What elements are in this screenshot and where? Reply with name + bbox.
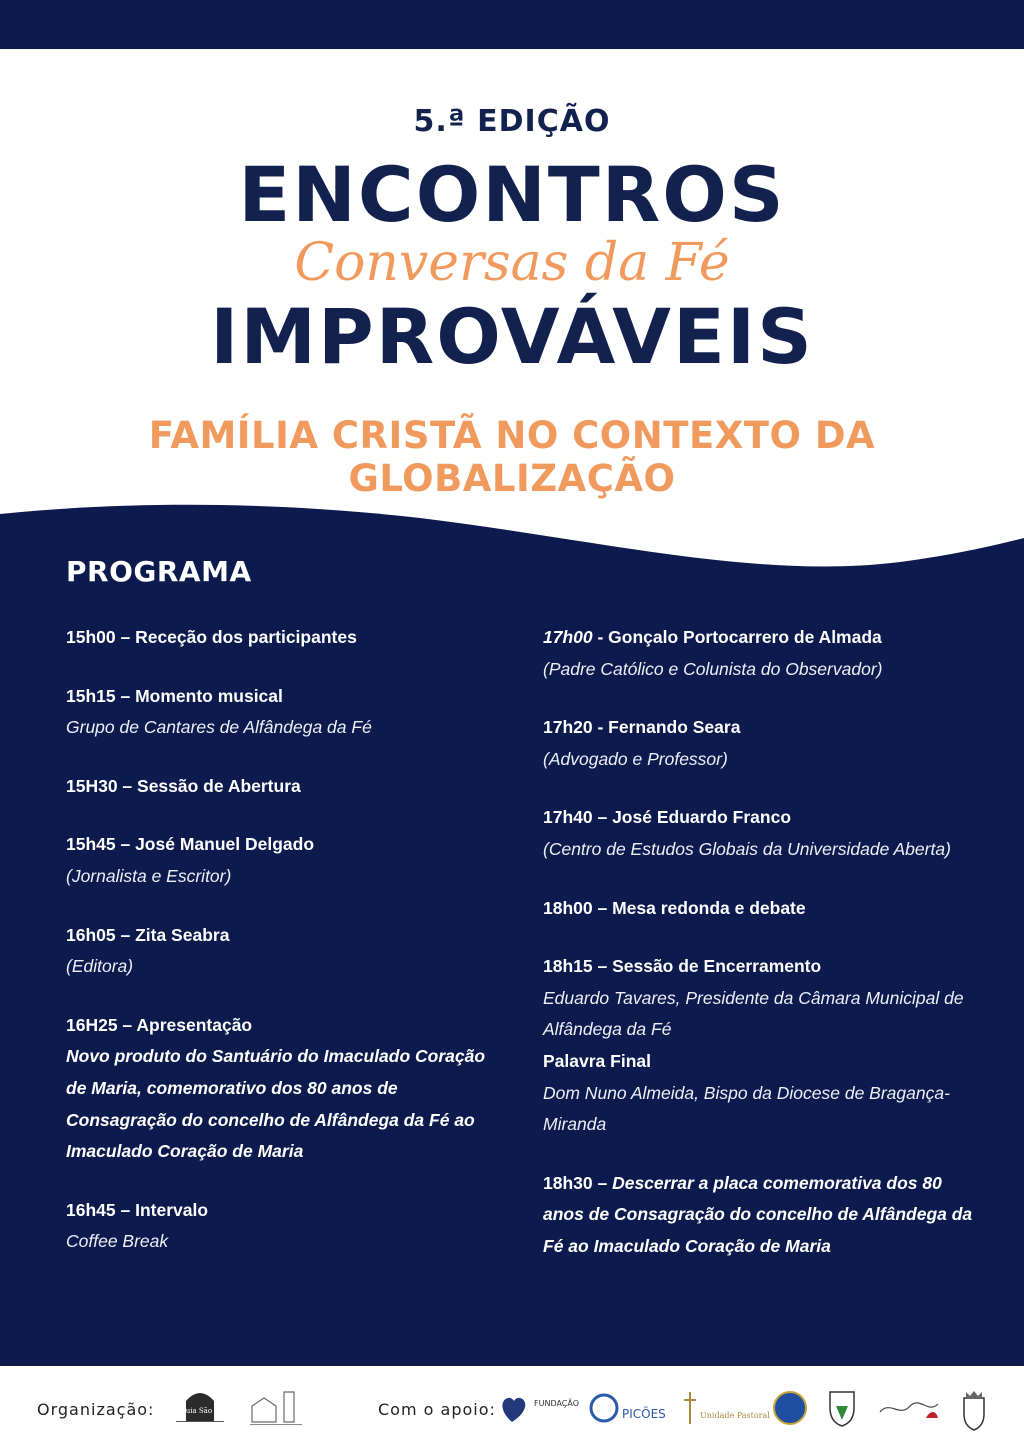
entry-time-title: 17h40 – José Eduardo Franco	[543, 807, 792, 828]
unidade-pastoral-logo	[680, 1388, 770, 1428]
program-entry	[543, 1168, 973, 1263]
entry-time-title: 18h15 – Sessão de Encerramento	[543, 956, 822, 977]
program-entry	[543, 622, 973, 685]
entry-time: 18h30 –	[543, 1172, 613, 1193]
diocese-crest-logo	[772, 1388, 808, 1428]
program-entry	[543, 893, 973, 925]
program-left-column	[66, 622, 506, 1285]
program-entry	[66, 622, 506, 654]
program-heading: PROGRAMA	[66, 555, 252, 588]
entry-title: Descerrar a placa comemorativa dos 80 anos de Consagração do concelho de Alfândega da Fé ao Imaculado Coração de Maria	[543, 1172, 973, 1256]
program-entry	[66, 1195, 506, 1258]
entry-detail: Novo produto do Santuário do Imaculado Coração de Maria, comemorativo dos 80 anos de Consagração do concelho de Alfândega da Fé ao Imaculado Coração de Maria	[66, 1046, 486, 1162]
entry-time-title	[543, 622, 973, 654]
municipal-signature-logo	[876, 1392, 942, 1426]
entry-time-title: 17h20 - Fernando Seara	[543, 717, 741, 738]
entry-detail: (Centro de Estudos Globais da Universidade Aberta)	[543, 838, 951, 859]
entry-time-title: 16h45 – Intervalo	[66, 1199, 209, 1220]
entry-time-title: 15h00 – Receção dos participantes	[66, 627, 357, 647]
organization-label: Organização:	[37, 1400, 155, 1419]
program-entry	[543, 951, 973, 1141]
entry-detail: (Jornalista e Escritor)	[66, 865, 232, 886]
entry-detail: (Padre Católico e Colunista do Observador)	[543, 658, 883, 679]
fundacao-logo-text: FUNDAÇÃO	[534, 1399, 580, 1408]
title-script: Conversas da Fé	[294, 233, 730, 293]
shield-logo	[824, 1388, 860, 1428]
sanctuary-logo	[248, 1386, 304, 1434]
program-right-column	[543, 622, 973, 1290]
support-label: Com o apoio:	[378, 1400, 496, 1419]
picoes-logo-text: PICÕES	[622, 1407, 666, 1421]
title-bottom: IMPROVÁVEIS	[210, 292, 814, 381]
entry-time-title: 16h05 – Zita Seabra	[66, 924, 230, 945]
title-top: ENCONTROS	[238, 150, 786, 239]
parish-sao-pedro-logo	[165, 1383, 235, 1435]
picoes-logo	[588, 1390, 668, 1426]
unidade-logo-text: Unidade Pastoral	[700, 1411, 770, 1420]
program-entry	[66, 771, 506, 803]
program-entry	[543, 802, 973, 865]
municipal-coat-of-arms	[956, 1388, 992, 1432]
entry-detail: Eduardo Tavares, Presidente da Câmara Municipal de Alfândega da Fé	[543, 987, 964, 1040]
top-band	[0, 0, 1024, 49]
fundacao-logo	[498, 1392, 578, 1428]
entry-title: - Gonçalo Portocarrero de Almada	[592, 627, 882, 647]
program-entry	[66, 681, 506, 744]
edition-label: 5.ª EDIÇÃO	[413, 104, 611, 139]
entry-time-title: 15h45 – José Manuel Delgado	[66, 834, 315, 855]
entry-time-title: 15H30 – Sessão de Abertura	[66, 775, 301, 796]
entry-detail: Coffee Break	[66, 1231, 169, 1252]
entry-detail: Grupo de Cantares de Alfândega da Fé	[66, 717, 372, 738]
entry-time-title: 18h00 – Mesa redonda e debate	[543, 897, 806, 918]
parish-logo-text: Paróquia São Pedro	[165, 1407, 235, 1415]
entry-detail: (Advogado e Professor)	[543, 748, 728, 769]
program-entry	[66, 829, 506, 892]
entry-time: 17h00	[543, 627, 593, 647]
entry-detail: (Editora)	[66, 956, 134, 977]
program-entry	[66, 920, 506, 983]
entry-subdetail: Dom Nuno Almeida, Bispo da Diocese de Bragança-Miranda	[543, 1082, 950, 1135]
theme-title: FAMÍLIA CRISTÃ NO CONTEXTO DA GLOBALIZAÇÃO	[148, 414, 876, 500]
entry-subtitle: Palavra Final	[543, 1050, 651, 1071]
entry-time-title: 15h15 – Momento musical	[66, 685, 283, 706]
program-entry	[543, 712, 973, 775]
program-entry	[66, 1010, 506, 1168]
entry-time-title: 16H25 – Apresentação	[66, 1014, 253, 1035]
